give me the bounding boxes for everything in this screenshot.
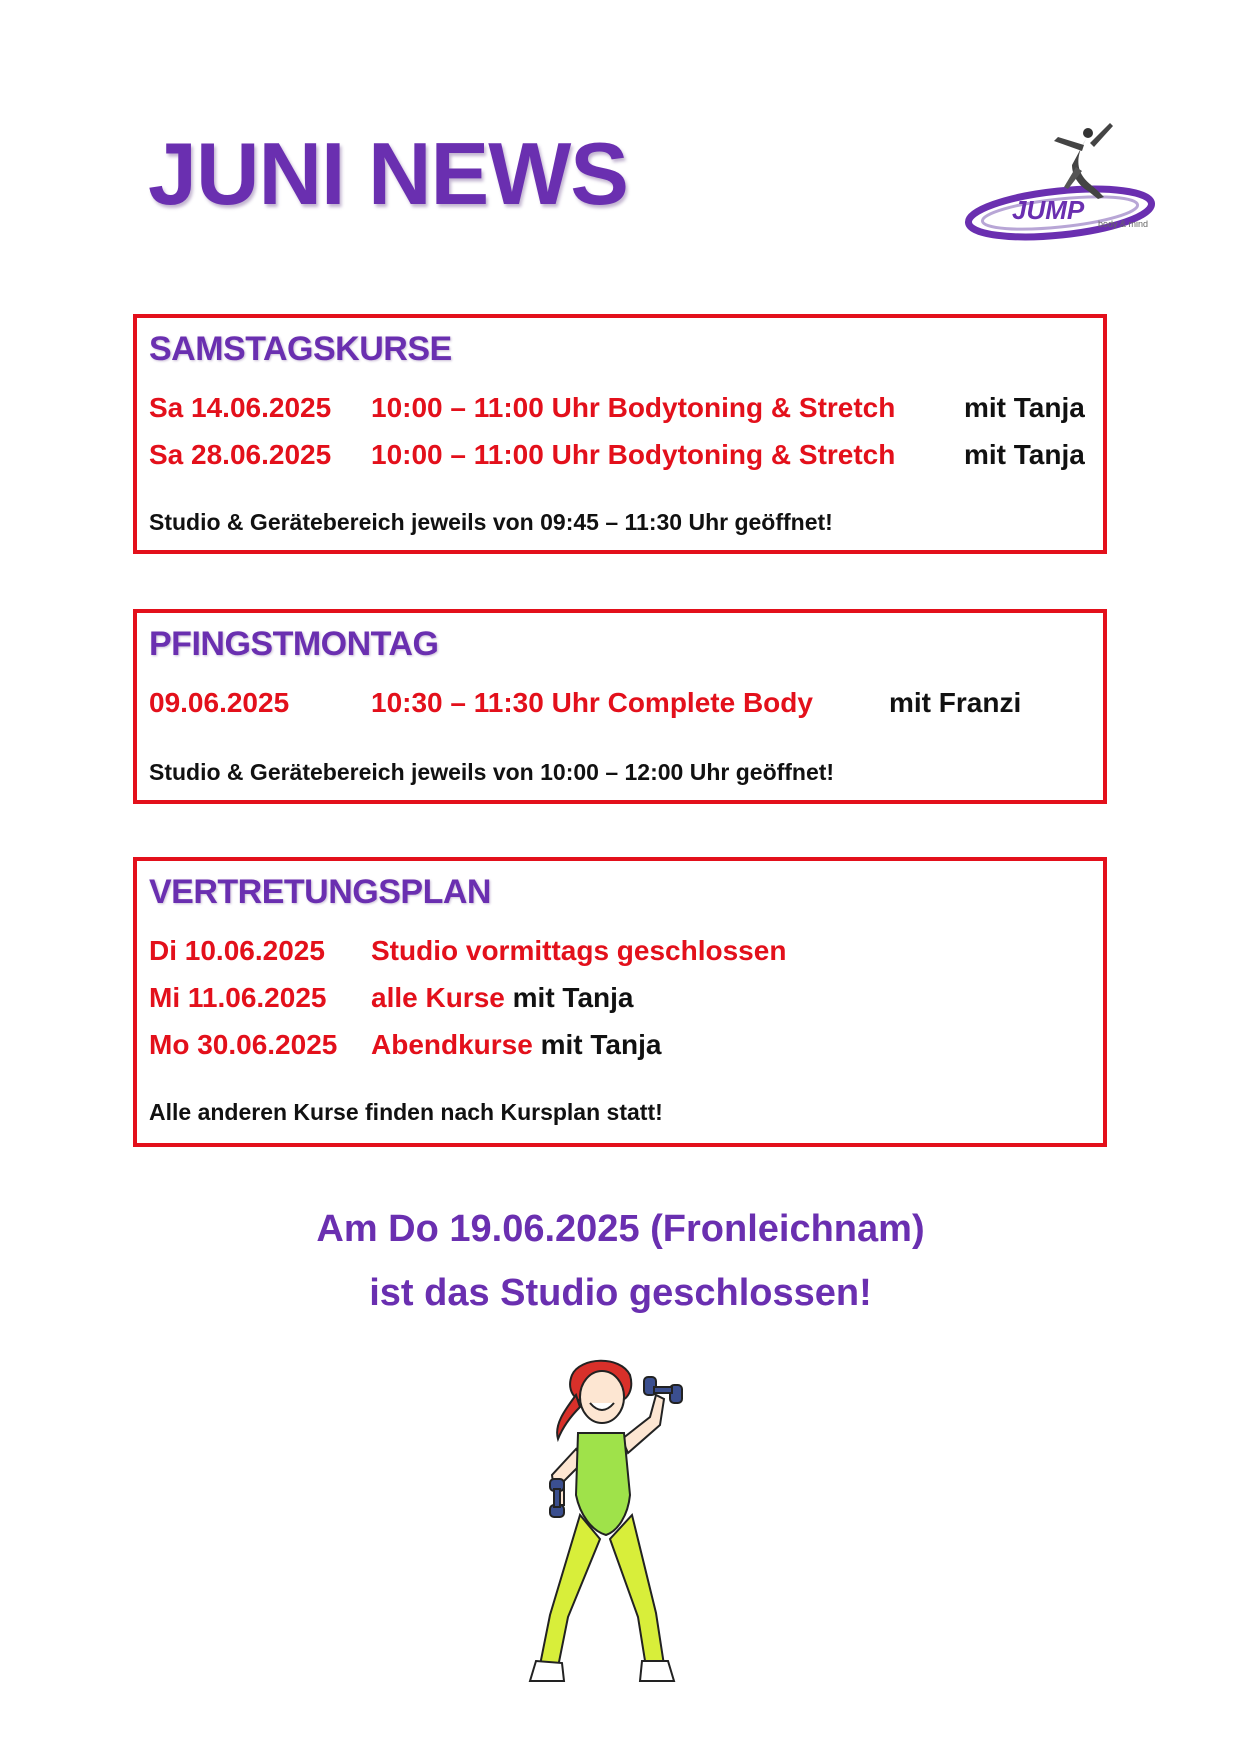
course-time: 10:00 – 11:00 Uhr Bodytoning & Stretch — [371, 392, 896, 423]
saturday-heading: SAMSTAGSKURSE — [149, 330, 452, 368]
pentecost-box — [133, 609, 1107, 804]
jump-logo-icon — [960, 115, 1160, 245]
logo-tagline: body & mind — [1098, 219, 1149, 229]
course-date: Sa 28.06.2025 — [149, 439, 332, 470]
substitution-trainer: mit Tanja — [540, 1029, 662, 1060]
opening-note: Studio & Gerätebereich jeweils von 09:45 – 11:30 Uhr geöffnet! — [149, 509, 833, 535]
schedule-note: Alle anderen Kurse finden nach Kursplan statt! — [149, 1099, 663, 1125]
substitution-info: Studio vormittags geschlossen — [371, 935, 787, 966]
course-row — [149, 685, 1091, 721]
substitution-row — [149, 933, 1091, 969]
fitness-woman-icon — [510, 1355, 720, 1695]
substitution-row — [149, 1027, 1091, 1063]
page-title: JUNI NEWS — [148, 124, 628, 223]
course-trainer: mit Tanja — [964, 439, 1085, 470]
substitution-trainer: mit Tanja — [512, 982, 634, 1013]
course-time: 10:00 – 11:00 Uhr Bodytoning & Stretch — [371, 439, 896, 470]
course-trainer: mit Tanja — [964, 392, 1085, 423]
course-row — [149, 437, 1091, 473]
substitution-row — [149, 980, 1091, 1016]
substitution-date: Mo 30.06.2025 — [149, 1029, 338, 1060]
pentecost-heading: PFINGSTMONTAG — [149, 625, 439, 663]
substitution-box — [133, 857, 1107, 1147]
closing-line-2: ist das Studio geschlossen! — [369, 1272, 872, 1314]
saturday-courses-box — [133, 314, 1107, 554]
substitution-info: Abendkurse — [371, 1029, 533, 1060]
substitution-info: alle Kurse — [371, 982, 505, 1013]
substitution-heading: VERTRETUNGSPLAN — [149, 873, 491, 911]
closing-line-1: Am Do 19.06.2025 (Fronleichnam) — [316, 1208, 925, 1250]
course-row — [149, 390, 1091, 426]
opening-note: Studio & Gerätebereich jeweils von 10:00 – 12:00 Uhr geöffnet! — [149, 759, 835, 785]
course-trainer: mit Franzi — [889, 687, 1022, 718]
logo-text: JUMP — [1012, 195, 1085, 225]
course-date: 09.06.2025 — [149, 687, 290, 718]
substitution-date: Mi 11.06.2025 — [149, 982, 327, 1013]
substitution-date: Di 10.06.2025 — [149, 935, 325, 966]
course-time: 10:30 – 11:30 Uhr Complete Body — [371, 687, 813, 718]
course-date: Sa 14.06.2025 — [149, 392, 332, 423]
